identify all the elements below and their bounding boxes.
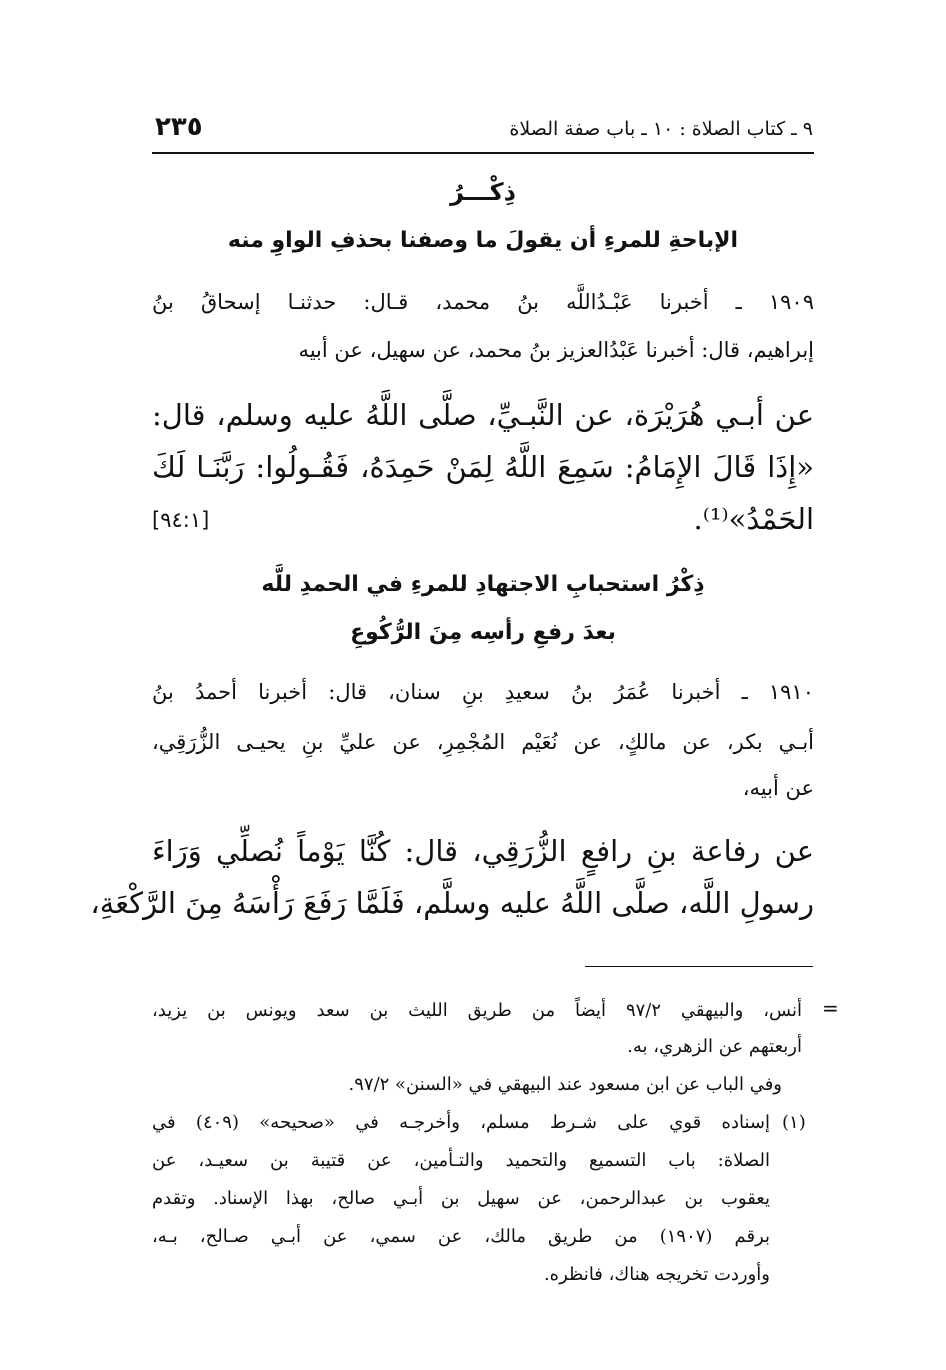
footnote-continuation-mark: = bbox=[822, 996, 839, 1020]
running-title: ٩ ـ كتاب الصلاة : ١٠ ـ باب صفة الصلاة bbox=[509, 118, 813, 140]
footnote-line: إسناده قوي على شـرط مسلم، وأخرجـه في «صحيحه» (٤٠٩) في bbox=[152, 1112, 770, 1133]
hadith-reference: [٩٤:١] bbox=[152, 508, 210, 532]
page-number: ٢٣٥ bbox=[155, 112, 203, 142]
section-subtitle: الإباحةِ للمرءِ أن يقولَ ما وصفنا بحذفِ الواوِ منه bbox=[227, 228, 739, 253]
isnad-line: ١٩١٠ ـ أخبرنا عُمَرُ بنُ سعيدِ بنِ سنان، قال: أخبرنا أحمدُ بنُ bbox=[152, 680, 814, 704]
running-header bbox=[155, 112, 813, 152]
isnad-line: ١٩٠٩ ـ أخبرنا عَبْـدُاللَّه بنُ محمد، قـال: حدثنـا إسحاقُ بنُ bbox=[152, 290, 814, 314]
footnote-line: وفي الباب عن ابن مسعود عند البيهقي في «السنن» ٩٧/٢. bbox=[348, 1074, 782, 1095]
footnote-line: الصلاة: باب التسميع والتحميد والتـأمين، عن قتيبة بن سعيـد، عن bbox=[152, 1150, 770, 1171]
footnote-line: أربعتهم عن الزهري، به. bbox=[627, 1036, 802, 1057]
footnote-number: (١) bbox=[782, 1112, 806, 1133]
isnad-line: عن أبيه، bbox=[742, 776, 814, 800]
matn-line: الحَمْدُ»⁽¹⁾. bbox=[693, 502, 814, 536]
footnote-line: يعقوب بن عبدالرحمن، عن سهيل بن أبـي صالح، بهذا الإسناد. وتقدم bbox=[152, 1188, 770, 1209]
footnote-line: برقم (١٩٠٧) من طريق مالك، عن سمي، عن أبـي صـالح، بـه، bbox=[152, 1226, 770, 1247]
section-title: ذِكْـــرُ bbox=[450, 178, 516, 206]
footnote-line: وأوردت تخريجه هناك، فانظره. bbox=[543, 1264, 770, 1285]
isnad-line: أبـي بكر، عن مالكٍ، عن نُعَيْم المُجْمِرِ، عن عليِّ بنِ يحيـى الزُّرَقِي، bbox=[152, 730, 814, 754]
matn-line: عن رفاعة بنِ رافعٍ الزُّرَقِي، قال: كُنَّا يَوْماً نُصلِّي وَرَاءَ bbox=[152, 834, 814, 868]
matn-line: عن أبـي هُرَيْرَة، عن النَّبـيِّ، صلَّى اللَّهُ عليه وسلم، قال: bbox=[152, 398, 814, 432]
header-rule bbox=[152, 152, 814, 154]
section-title: ذِكْرُ استحبابِ الاجتهادِ للمرءِ في الحمدِ للَّه bbox=[261, 572, 705, 597]
section-title-continued: بعدَ رفعِ رأسِه مِنَ الرُّكُوعِ bbox=[350, 620, 616, 645]
isnad-line: إبراهيم، قال: أخبرنا عَبْدُالعزيز بنُ محمد، عن سهيل، عن أبيه bbox=[298, 338, 814, 362]
footnote-line: أنس، والبيهقي ٩٧/٢ أيضاً من طريق الليث بن سعد ويونس بن يزيد، bbox=[152, 1000, 802, 1021]
footnote-rule bbox=[585, 966, 813, 967]
matn-line: «إِذَا قَالَ الإِمَامُ: سَمِعَ اللَّهُ لِمَنْ حَمِدَهُ، فَقُـولُوا: رَبَّنَـا لَكَ bbox=[152, 450, 814, 484]
matn-line: رسولِ اللَّه، صلَّى اللَّهُ عليه وسلَّم، فَلَمَّا رَفَعَ رَأْسَهُ مِنَ الرَّكْعَةِ، bbox=[90, 886, 814, 920]
